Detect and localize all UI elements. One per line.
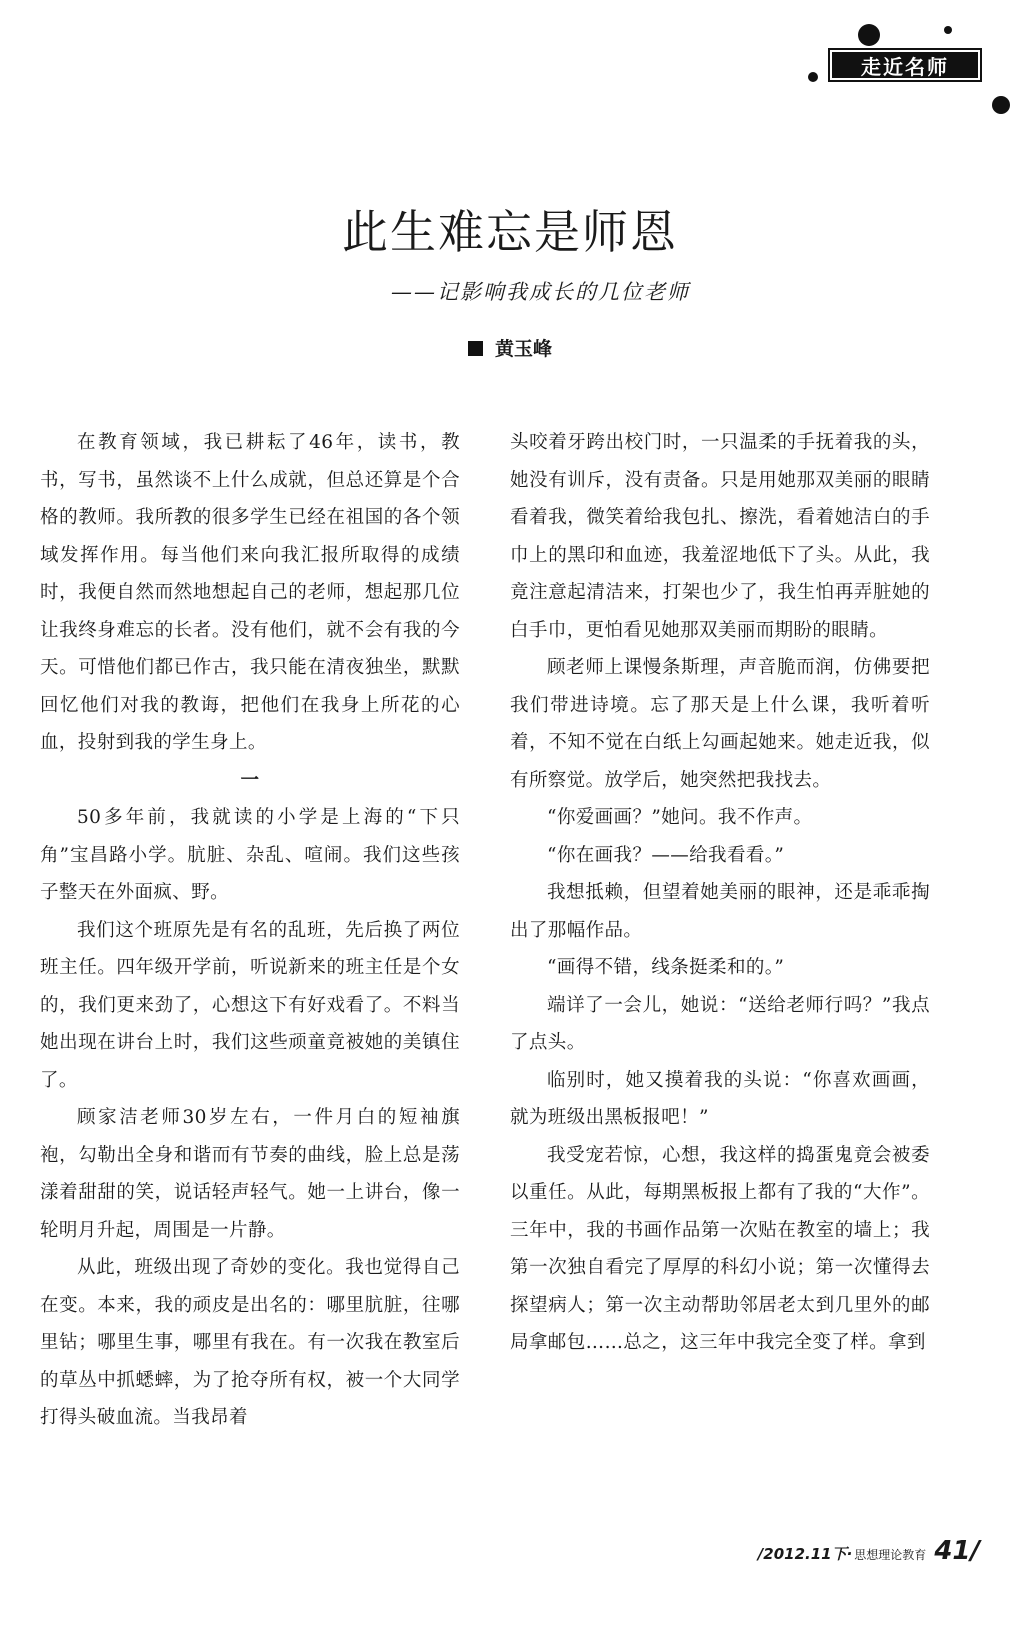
article-title: 此生难忘是师恩	[342, 205, 678, 259]
decor-dot	[858, 24, 880, 46]
paragraph: “你爱画画？”她问。我不作声。	[547, 807, 813, 828]
section-badge: 走近名师	[828, 48, 982, 82]
paragraph-continued: 头咬着牙跨出校门时，一只温柔的手抚着我的头，她没有训斥，没有责备。只是用她那双美丽的眼睛看着我，微笑着给我包扎、擦洗，看着她洁白的手巾上的黑印和血迹，我羞涩地低下了头。从此，我竟注意起清洁来，打架也少了，我生怕再弄脏她的白手巾，更怕看见她那双美丽而期盼的眼睛。	[510, 432, 930, 641]
footer-issue: /2012.11下·	[757, 1545, 853, 1563]
paragraph: 在教育领域，我已耕耘了46年，读书，教书，写书，虽然谈不上什么成就，但总还算是个合格的教师。我所教的很多学生已经在祖国的各个领域发挥作用。每当他们来向我汇报所取得的成绩时，我便自然而然地想起自己的老师，想起那几位让我终身难忘的长者。没有他们，就不会有我的今天。可惜他们都已作古，我只能在清夜独坐，默默回忆他们对我的教诲，把他们在我身上所花的心血，投射到我的学生身上。	[40, 432, 460, 753]
section-number: 一	[240, 769, 260, 791]
paragraph: 临别时，她又摸着我的头说：“你喜欢画画，就为班级出黑板报吧！”	[510, 1069, 930, 1128]
decor-dot	[808, 72, 818, 82]
decor-dot	[944, 26, 952, 34]
paragraph: 50多年前，我就读的小学是上海的“下只角”宝昌路小学。肮脏、杂乱、喧闹。我们这些孩子整天在外面疯、野。	[40, 807, 460, 903]
paragraph: “你在画我？——给我看看。”	[547, 844, 785, 866]
body-column-left	[40, 424, 460, 1437]
paragraph: “画得不错，线条挺柔和的。”	[547, 957, 785, 978]
paragraph: 顾老师上课慢条斯理，声音脆而润，仿佛要把我们带进诗境。忘了那天是上什么课，我听着听着，不知不觉在白纸上勾画起她来。她走近我，似有所察觉。放学后，她突然把我找去。	[510, 657, 930, 791]
footer-journal-name: 思想理论教育	[854, 1548, 927, 1562]
page-number: 41/	[934, 1536, 980, 1566]
article-subtitle: ——记影响我成长的几位老师	[391, 280, 690, 304]
square-bullet-icon	[468, 341, 483, 356]
body-column-right	[510, 424, 930, 1362]
paragraph: 端详了一会儿，她说：“送给老师行吗？”我点了点头。	[510, 994, 930, 1053]
paragraph: 我想抵赖，但望着她美丽的眼神，还是乖乖掏出了那幅作品。	[510, 882, 930, 941]
paragraph: 从此，班级出现了奇妙的变化。我也觉得自己在变。本来，我的顽皮是出名的：哪里肮脏，往哪里钻；哪里生事，哪里有我在。有一次我在教室后的草丛中抓蟋蟀，为了抢夺所有权，被一个大同学打得头破血流。当我昂着	[40, 1257, 460, 1428]
paragraph: 顾家洁老师30岁左右，一件月白的短袖旗袍，勾勒出全身和谐而有节奏的曲线，脸上总是荡漾着甜甜的笑，说话轻声轻气。她一上讲台，像一轮明月升起，周围是一片静。	[40, 1107, 460, 1241]
paragraph: 我受宠若惊，心想，我这样的捣蛋鬼竟会被委以重任。从此，每期黑板报上都有了我的“大作”。三年中，我的书画作品第一次贴在教室的墙上；我第一次独自看完了厚厚的科幻小说；第一次懂得去探望病人；第一次主动帮助邻居老太到几里外的邮局拿邮包……总之，这三年中我完全变了样。拿到	[510, 1144, 930, 1353]
byline	[0, 334, 1020, 361]
author-name: 黄玉峰	[494, 338, 552, 360]
paragraph: 我们这个班原先是有名的乱班，先后换了两位班主任。四年级开学前，听说新来的班主任是个女的，我们更来劲了，心想这下有好戏看了。不料当她出现在讲台上时，我们这些顽童竟被她的美镇住了。	[40, 919, 460, 1091]
page-footer	[690, 1536, 980, 1566]
decor-dot	[992, 96, 1010, 114]
